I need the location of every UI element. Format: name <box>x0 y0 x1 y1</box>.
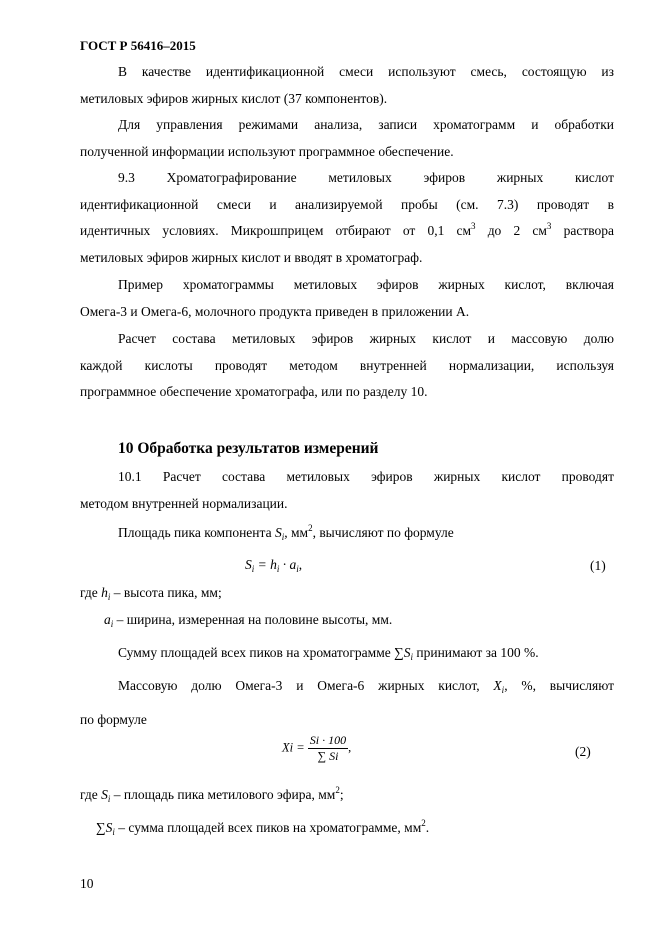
paragraph-line: где $h_i$ – высота пика, мм; <box>80 585 222 602</box>
paragraph-line: Расчет состава метиловых эфиров жирных кислот и массовую долю <box>118 331 614 346</box>
standard-header: ГОСТ Р 56416–2015 <box>80 38 196 53</box>
paragraph-line: методом внутренней нормализации. <box>80 495 288 511</box>
equation-number: (2) <box>575 744 591 759</box>
paragraph-line: 10.1 Расчет состава метиловых эфиров жирных кислот проводят <box>118 469 614 484</box>
paragraph-line: $\sum S_i$ – сумма площадей всех пиков на хроматограмме, $мм^2$. <box>96 818 430 837</box>
paragraph-line: Сумму площадей всех пиков на хроматограмме $\sum S_i$ принимают за 100 %. <box>118 645 539 662</box>
paragraph-line: Пример хроматограммы метиловых эфиров жирных кислот, включая <box>118 277 614 292</box>
paragraph-line: Омега-3 и Омега-6, молочного продукта приведен в приложении А. <box>80 303 470 319</box>
paragraph-line: Площадь пика компонента $S_i$, $мм^2$, вычисляют по формуле <box>118 523 454 542</box>
paragraph-line: каждой кислоты проводят методом внутренней нормализации, используя <box>80 357 614 373</box>
paragraph-line: где $S_i$ – площадь пика метилового эфира, $мм^2$; <box>80 785 344 804</box>
paragraph-line: В качестве идентификационной смеси используют смесь, состоящую из <box>118 64 614 79</box>
paragraph-line: метиловых эфиров жирных кислот (37 компонентов). <box>80 90 388 106</box>
formula-2: Xi = $\frac{Si \cdot 100}{\sum Si}$ , <box>282 733 352 763</box>
paragraph-line: Массовую долю Омега-3 и Омега-6 жирных кислот, $X_i$, %, вычисляют <box>118 678 614 695</box>
section-title: 10 Обработка результатов измерений <box>118 440 379 457</box>
paragraph-line: полученной информации используют программное обеспечение. <box>80 143 454 159</box>
paragraph-line: 9.3 Хроматографирование метиловых эфиров жирных кислот <box>118 170 614 185</box>
equation-number: (1) <box>590 558 606 573</box>
page-number: 10 <box>80 876 94 891</box>
paragraph-line: Для управления режимами анализа, записи хроматограмм и обработки <box>118 117 614 132</box>
paragraph-line: идентичных условиях. Микрошприцем отбирают от 0,1 $см^3$ до 2 $см^3$ раствора <box>80 221 614 238</box>
paragraph-line: идентификационной смеси и анализируемой пробы (см. 7.3) проводят в <box>80 196 614 212</box>
paragraph-line: $a_i$ – ширина, измеренная на половине высоты, мм. <box>104 612 393 629</box>
paragraph-line: программное обеспечение хроматографа, или по разделу 10. <box>80 384 428 399</box>
paragraph-line: по формуле <box>80 712 147 727</box>
formula-1: $S_i = h_i \cdot a_i$, <box>245 557 303 574</box>
paragraph-line: метиловых эфиров жирных кислот и вводят в хроматограф. <box>80 249 423 265</box>
